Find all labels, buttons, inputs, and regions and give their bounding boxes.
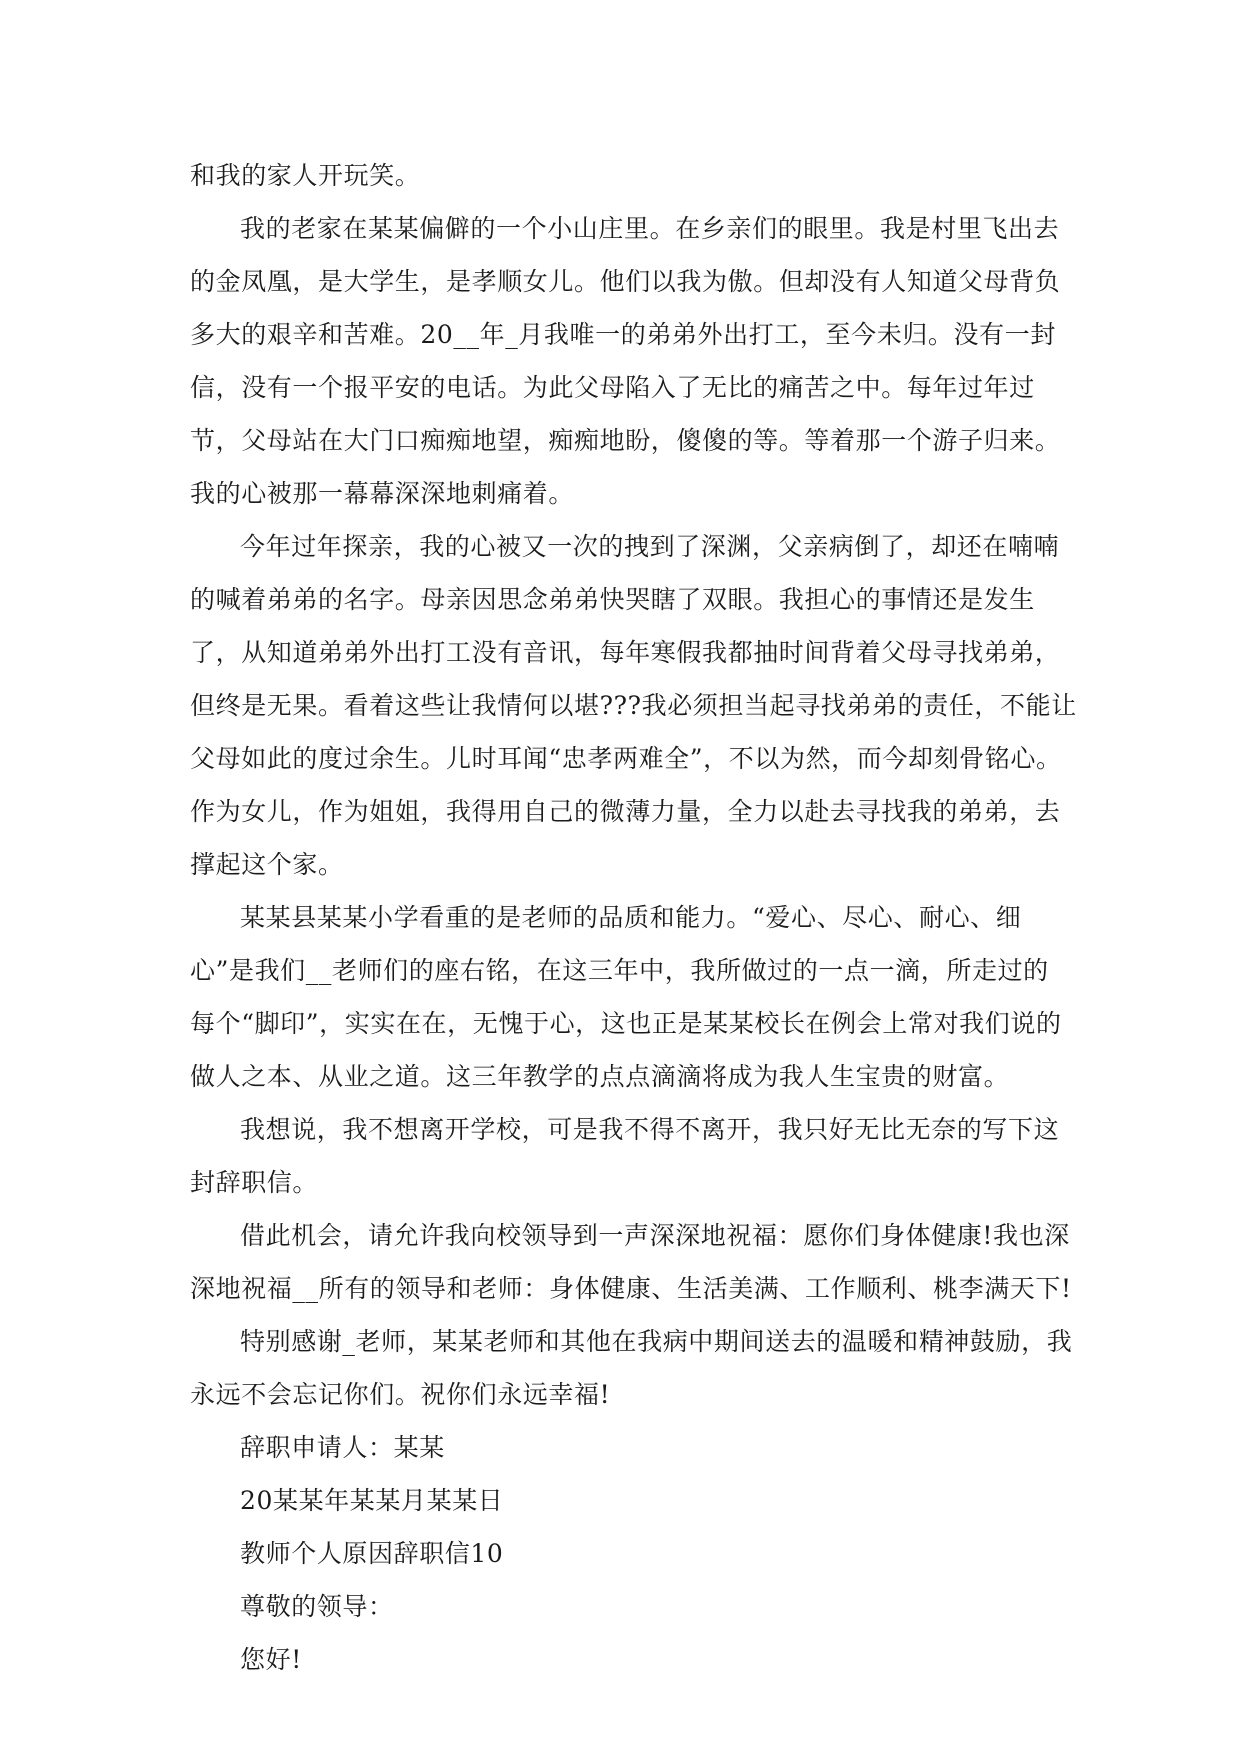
text-line: 封辞职信。 [190, 1168, 319, 1197]
text-line: 的金凤凰，是大学生，是孝顺女儿。他们以我为傲。但却没有人知道父母背负 [190, 267, 1061, 296]
text-line: 每个“脚印”，实实在在，无愧于心，这也正是某某校长在例会上常对我们说的 [190, 1009, 1062, 1038]
text-line: 的喊着弟弟的名字。母亲因思念弟弟快哭瞎了双眼。我担心的事情还是发生 [190, 585, 1035, 614]
text-line: 了，从知道弟弟外出打工没有音讯，每年寒假我都抽时间背着父母寻找弟弟， [190, 638, 1061, 667]
section-title: 教师个人原因辞职信10 [240, 1539, 504, 1568]
text-line: 节，父母站在大门口痴痴地望，痴痴地盼，傻傻的等。等着那一个游子归来。 [190, 426, 1061, 455]
paragraph-start: 某某县某某小学看重的是老师的品质和能力。“爱心、尽心、耐心、细 [240, 903, 1022, 932]
text-line: 但终是无果。看着这些让我情何以堪???我必须担当起寻找弟弟的责任，不能让 [190, 691, 1077, 720]
paragraph-start: 我的老家在某某偏僻的一个小山庄里。在乡亲们的眼里。我是村里飞出去 [240, 214, 1060, 243]
text-line: 做人之本、从业之道。这三年教学的点点滴滴将成为我人生宝贵的财富。 [190, 1062, 1010, 1091]
signature-applicant: 辞职申请人：某某 [240, 1433, 445, 1462]
text-line: 信，没有一个报平安的电话。为此父母陷入了无比的痛苦之中。每年过年过 [190, 373, 1035, 402]
text-line: 我的心被那一幕幕深深地刺痛着。 [190, 479, 575, 508]
text-line: 心”是我们__老师们的座右铭，在这三年中，我所做过的一点一滴，所走过的 [190, 956, 1049, 985]
text-line: 作为女儿，作为姐姐，我得用自己的微薄力量，全力以赴去寻找我的弟弟，去 [190, 797, 1061, 826]
paragraph-start: 特别感谢_老师，某某老师和其他在我病中期间送去的温暖和精神鼓励，我 [240, 1327, 1073, 1356]
paragraph-start: 借此机会，请允许我向校领导到一声深深地祝福：愿你们身体健康!我也深 [240, 1221, 1070, 1250]
salutation: 尊敬的领导： [240, 1592, 394, 1621]
paragraph-start: 今年过年探亲，我的心被又一次的拽到了深渊，父亲病倒了，却还在喃喃 [240, 532, 1060, 561]
text-line: 父母如此的度过余生。儿时耳闻“忠孝两难全”，不以为然，而今却刻骨铭心。 [190, 744, 1062, 773]
greeting: 您好! [240, 1645, 302, 1674]
text-line: 深地祝福__所有的领导和老师：身体健康、生活美满、工作顺利、桃李满天下! [190, 1274, 1072, 1303]
text-line: 撑起这个家。 [190, 850, 344, 879]
text-line: 和我的家人开玩笑。 [190, 161, 421, 190]
text-line: 永远不会忘记你们。祝你们永远幸福! [190, 1380, 611, 1409]
paragraph-start: 我想说，我不想离开学校，可是我不得不离开，我只好无比无奈的写下这 [240, 1115, 1060, 1144]
text-line: 多大的艰辛和苦难。20__年_月我唯一的弟弟外出打工，至今未归。没有一封 [190, 320, 1056, 349]
signature-date: 20某某年某某月某某日 [240, 1486, 504, 1515]
